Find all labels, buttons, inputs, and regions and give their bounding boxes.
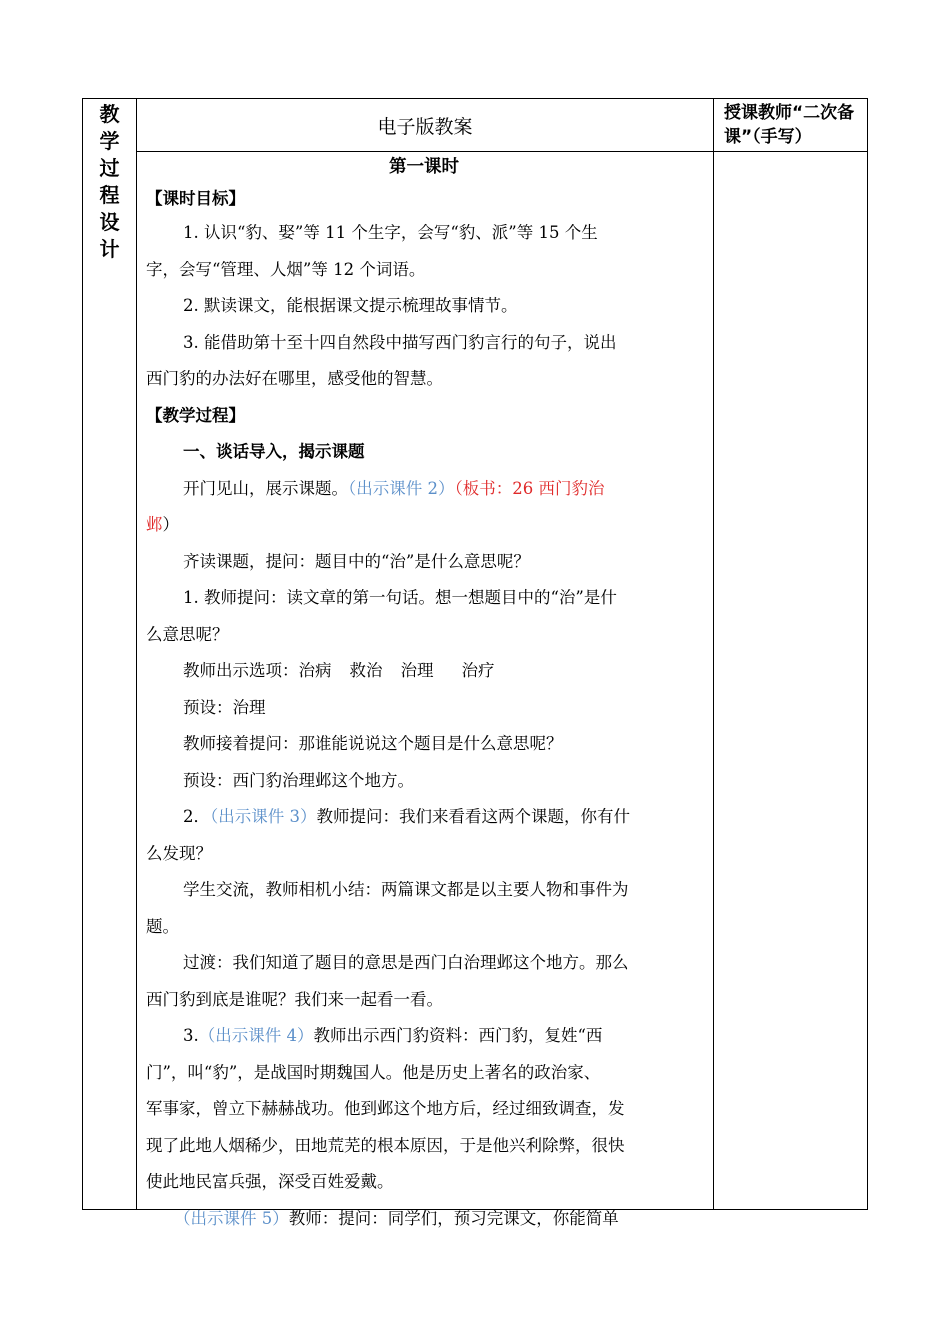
section-label-char: 教 (99, 102, 120, 126)
slide-5-line (146, 1201, 702, 1238)
slide-ref-2: （出示课件 2） (348, 478, 455, 498)
column-divider-left (136, 99, 137, 1209)
section-label-char: 学 (99, 129, 120, 153)
transition-line-2: 西门豹到底是谁呢？我们来一起看一看。 (146, 989, 443, 1009)
options-line (146, 653, 702, 690)
item-number: 3. (183, 1026, 199, 1045)
column-divider-right (713, 99, 714, 1209)
lesson-content (146, 151, 702, 1237)
options-label: 教师出示选项： (183, 661, 299, 680)
summary-line-1: 学生交流，教师相机小结：两篇课文都是以主要人物和事件为 (183, 880, 629, 899)
option-item: 治疗 (461, 661, 495, 680)
bio-line-5: 使此地民富兵强，深受百姓爱戴。 (146, 1172, 394, 1191)
goal-2: 2. 默读课文，能根据课文提示梳理故事情节。 (183, 296, 518, 315)
section-label-char: 过 (99, 156, 120, 180)
summary-line-2: 题。 (146, 916, 179, 936)
section-1-heading: 一、谈话导入，揭示课题 (183, 442, 365, 461)
bio-line-3: 军事家，曾立下赫赫战功。他到邺这个地方后，经过细致调查，发 (146, 1099, 625, 1118)
section-label-char: 计 (99, 237, 120, 261)
column-header-teacher-notes: 授课教师“二次备课”（手写） (724, 103, 855, 147)
column-header-electronic-plan: 电子版教案 (377, 115, 473, 138)
goal-1-line-1: 1. 认识“豹、娶”等 11 个生字，会写“豹、派”等 15 个生 (183, 223, 598, 242)
question-1-line-1: 1. 教师提问：读文章的第一句话。想一想题目中的“治”是什 (183, 588, 617, 607)
goal-3-line-2: 西门豹的办法好在哪里，感受他的智慧。 (146, 369, 443, 388)
goal-3-line-1: 3. 能借助第十至十四自然段中描写西门豹言行的句子，说出 (183, 332, 617, 352)
option-item: 救治 (349, 661, 383, 680)
section-label-vertical (83, 99, 136, 263)
bio-text: 教师出示西门豹资料：西门豹，复姓“西 (313, 1026, 603, 1045)
question-2-line-1 (146, 799, 702, 836)
process-heading: 【教学过程】 (146, 405, 245, 425)
goals-heading: 【课时目标】 (146, 189, 245, 208)
option-item: 治理 (400, 661, 434, 680)
option-item: 治病 (298, 661, 332, 680)
paragraph-intro (146, 471, 702, 508)
period-title: 第一课时 (389, 157, 459, 177)
slide-ref-5: （出示课件 5） (174, 1208, 289, 1228)
item-number: 2． (183, 807, 210, 826)
lesson-plan-table (82, 98, 868, 1228)
slide-5-text: 教师：提问：同学们，预习完课文，你能简单 (288, 1208, 619, 1228)
board-note: （板书：26 西门豹治 (454, 478, 605, 498)
slide-ref-3: （出示课件 3） (210, 807, 317, 826)
bio-line-1 (146, 1018, 702, 1055)
section-label-char: 程 (99, 183, 120, 207)
board-note-cont: 邺 (146, 515, 163, 534)
question-2-text: 教师提问：我们来看看这两个课题，你有什 (316, 807, 630, 826)
goal-1-line-2: 字，会写“管理、人烟”等 12 个词语。 (146, 259, 426, 279)
question-1-line-2: 么意思呢？ (146, 624, 229, 644)
bio-line-4: 现了此地人烟稀少，田地荒芜的根本原因，于是他兴利除弊，很快 (146, 1135, 625, 1155)
paragraph-intro-cont (146, 507, 702, 544)
preset-answer-2: 预设：西门豹治理邺这个地方。 (183, 770, 414, 790)
board-note-close: ） (162, 515, 179, 534)
section-label-char: 设 (99, 210, 120, 234)
bio-line-2: 门”，叫“豹”，是战国时期魏国人。他是历史上著名的政治家、 (146, 1062, 601, 1082)
intro-text: 开门见山，展示课题。 (183, 478, 348, 498)
paragraph-read-title: 齐读课题，提问：题目中的“治”是什么意思呢？ (183, 551, 530, 571)
teacher-followup-question: 教师接着提问：那谁能说说这个题目是什么意思呢？ (183, 734, 563, 753)
slide-ref-4: （出示课件 4） (198, 1026, 314, 1045)
question-2-line-2: 么发现？ (146, 843, 212, 863)
preset-answer-1: 预设：治理 (183, 697, 266, 717)
transition-line-1: 过渡：我们知道了题目的意思是西门白治理邺这个地方。那么 (183, 953, 629, 972)
